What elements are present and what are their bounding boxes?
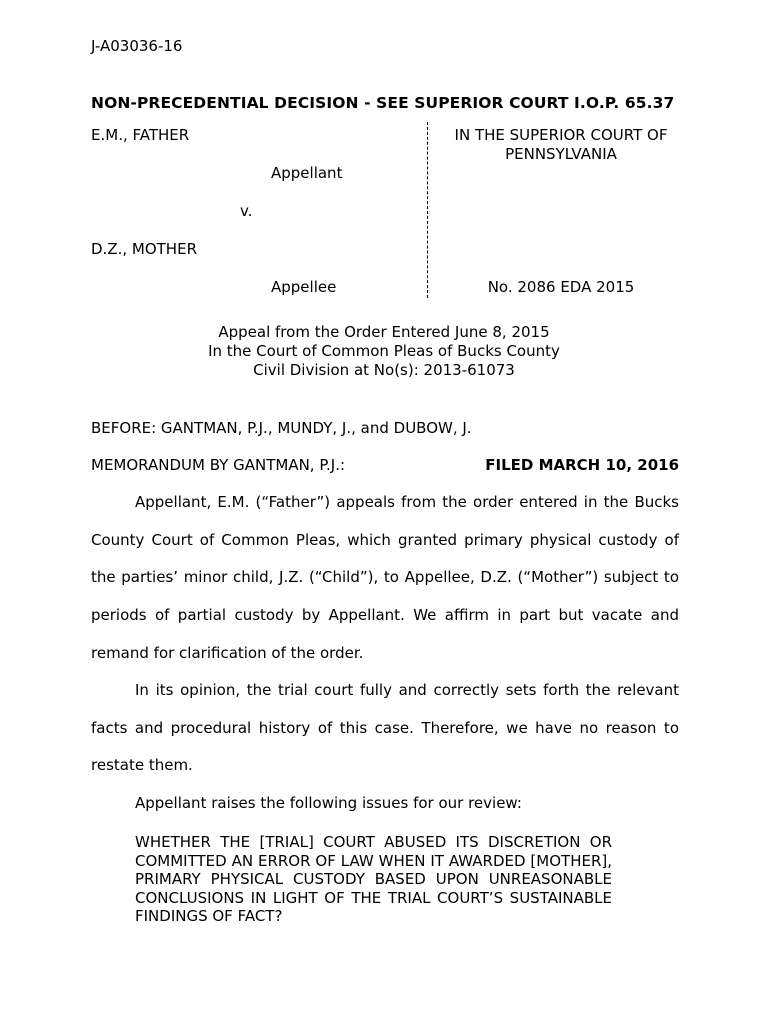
panel-before: BEFORE: GANTMAN, P.J., MUNDY, J., and DUBOW, J. xyxy=(91,419,472,437)
filed-date: FILED MARCH 10, 2016 xyxy=(485,456,679,474)
caption-appellee-role: Appellee xyxy=(271,278,337,296)
body-paragraph-2 xyxy=(91,672,679,785)
caption-appellant-role: Appellant xyxy=(271,164,343,182)
caption-party-mother: D.Z., MOTHER xyxy=(91,240,197,258)
appeal-line3: Civil Division at No(s): 2013-61073 xyxy=(253,361,515,379)
appeal-line2: In the Court of Common Pleas of Bucks County xyxy=(208,342,560,360)
issue-block-quote: WHETHER THE [TRIAL] COURT ABUSED ITS DISCRETION OR COMMITTED AN ERROR OF LAW WHEN IT AWARDED [MOTHER], PRIMARY PHYSICAL CUSTODY BASED UPON UNREASONABLE CONCLUSIONS IN LIGHT OF THE TRIAL COURT’S SUSTAINABLE FINDINGS OF FACT? xyxy=(135,833,612,926)
docket-number: No. 2086 EDA 2015 xyxy=(487,278,635,296)
memorandum-by: MEMORANDUM BY GANTMAN, P.J.: xyxy=(91,456,346,474)
body-paragraph-3-text: Appellant raises the following issues for our review: xyxy=(135,794,522,812)
body-paragraph-1 xyxy=(91,484,679,673)
body-paragraph-3 xyxy=(91,785,679,823)
caption-party-father: E.M., FATHER xyxy=(91,126,190,144)
body-paragraph-2-text: In its opinion, the trial court fully and correctly sets forth the relevant facts and procedural history of this case. Therefore, we have no reason to restate them. xyxy=(91,681,679,775)
caption-versus: v. xyxy=(240,202,253,220)
court-name-line1: IN THE SUPERIOR COURT OF xyxy=(454,126,668,144)
appeal-line1: Appeal from the Order Entered June 8, 2015 xyxy=(218,323,550,341)
document-id: J-A03036-16 xyxy=(91,37,183,55)
body-paragraph-1-text: Appellant, E.M. (“Father”) appeals from the order entered in the Bucks County Court of Common Pleas, which granted primary physical custody of the parties’ minor child, J.Z. (“Child”), to Appellee, D.Z. (“Mother”) subject to periods of partial custody by Appellant. We affirm in part but vacate and remand for clarification of the order. xyxy=(91,493,679,662)
non-precedential-banner: NON-PRECEDENTIAL DECISION - SEE SUPERIOR COURT I.O.P. 65.37 xyxy=(91,94,675,112)
caption-divider xyxy=(427,122,428,298)
court-name-line2: PENNSYLVANIA xyxy=(505,145,617,163)
